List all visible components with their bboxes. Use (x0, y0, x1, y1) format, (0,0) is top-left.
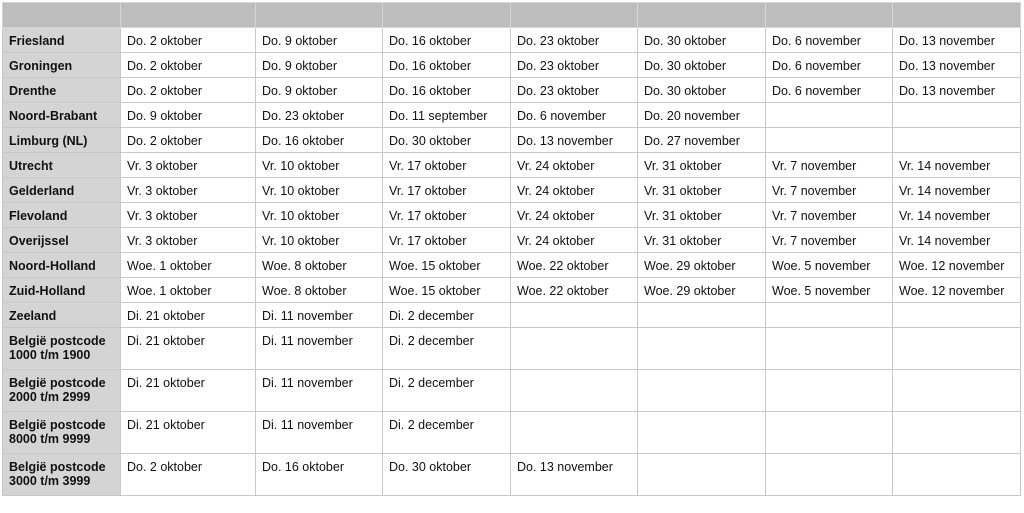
date-cell[interactable]: Do. 16 oktober (383, 53, 511, 78)
date-cell[interactable]: Vr. 7 november (766, 228, 893, 253)
date-cell[interactable]: Do. 20 november (638, 103, 766, 128)
date-cell[interactable] (766, 328, 893, 370)
date-cell[interactable]: Vr. 3 oktober (121, 228, 256, 253)
date-cell[interactable]: Di. 21 oktober (121, 412, 256, 454)
header-cell[interactable] (121, 3, 256, 28)
date-cell[interactable]: Vr. 3 oktober (121, 178, 256, 203)
date-cell[interactable]: Vr. 3 oktober (121, 153, 256, 178)
date-cell[interactable]: Di. 2 december (383, 328, 511, 370)
date-cell[interactable]: Vr. 31 oktober (638, 178, 766, 203)
date-cell[interactable] (893, 412, 1021, 454)
date-cell[interactable]: Vr. 7 november (766, 203, 893, 228)
region-cell[interactable]: Flevoland (3, 203, 121, 228)
date-cell[interactable]: Do. 27 november (638, 128, 766, 153)
date-cell[interactable] (893, 128, 1021, 153)
region-cell[interactable]: Noord-Holland (3, 253, 121, 278)
date-cell[interactable]: Vr. 17 oktober (383, 203, 511, 228)
date-cell[interactable]: Vr. 10 oktober (256, 228, 383, 253)
date-cell[interactable] (893, 328, 1021, 370)
date-cell[interactable]: Di. 11 november (256, 328, 383, 370)
date-cell[interactable]: Vr. 7 november (766, 178, 893, 203)
date-cell[interactable]: Di. 11 november (256, 370, 383, 412)
table-row (3, 370, 1021, 412)
date-cell[interactable]: Do. 6 november (766, 28, 893, 53)
region-cell[interactable]: Groningen (3, 53, 121, 78)
schedule-table (2, 2, 1021, 496)
date-cell[interactable]: Woe. 5 november (766, 253, 893, 278)
date-cell[interactable]: Di. 11 november (256, 412, 383, 454)
table-row (3, 303, 1021, 328)
region-cell[interactable]: België postcode 1000 t/m 1900 (3, 328, 121, 370)
table-row (3, 278, 1021, 303)
table-body (3, 28, 1021, 496)
date-cell[interactable]: Woe. 1 oktober (121, 278, 256, 303)
date-cell[interactable]: Do. 30 oktober (383, 454, 511, 496)
date-cell[interactable]: Di. 21 oktober (121, 370, 256, 412)
date-cell[interactable]: Vr. 14 november (893, 203, 1021, 228)
table-row (3, 28, 1021, 53)
date-cell[interactable]: Vr. 31 oktober (638, 203, 766, 228)
date-cell[interactable]: Do. 13 november (893, 78, 1021, 103)
date-cell[interactable]: Vr. 10 oktober (256, 203, 383, 228)
date-cell[interactable]: Vr. 24 oktober (511, 228, 638, 253)
region-cell[interactable]: Overijssel (3, 228, 121, 253)
date-cell[interactable]: Do. 2 oktober (121, 454, 256, 496)
date-cell[interactable]: Woe. 1 oktober (121, 253, 256, 278)
date-cell[interactable]: Do. 16 oktober (256, 454, 383, 496)
date-cell[interactable]: Do. 16 oktober (256, 128, 383, 153)
date-cell[interactable]: Woe. 15 oktober (383, 278, 511, 303)
region-cell[interactable]: Noord-Brabant (3, 103, 121, 128)
date-cell[interactable]: Do. 23 oktober (256, 103, 383, 128)
date-cell[interactable]: Do. 13 november (511, 454, 638, 496)
date-cell[interactable]: Do. 23 oktober (511, 53, 638, 78)
date-cell[interactable] (638, 303, 766, 328)
date-cell[interactable] (766, 128, 893, 153)
date-cell[interactable] (638, 370, 766, 412)
region-cell[interactable]: België postcode 2000 t/m 2999 (3, 370, 121, 412)
region-cell[interactable]: België postcode 8000 t/m 9999 (3, 412, 121, 454)
date-cell[interactable]: Woe. 29 oktober (638, 278, 766, 303)
date-cell[interactable]: Woe. 22 oktober (511, 278, 638, 303)
date-cell[interactable]: Vr. 31 oktober (638, 228, 766, 253)
header-cell[interactable] (766, 3, 893, 28)
table-row (3, 78, 1021, 103)
header-cell[interactable] (638, 3, 766, 28)
date-cell[interactable]: Di. 21 oktober (121, 328, 256, 370)
header-row (3, 3, 1021, 28)
table-row (3, 178, 1021, 203)
date-cell[interactable] (893, 103, 1021, 128)
date-cell[interactable] (766, 454, 893, 496)
date-cell[interactable]: Vr. 17 oktober (383, 178, 511, 203)
date-cell[interactable]: Do. 6 november (766, 53, 893, 78)
date-cell[interactable]: Woe. 12 november (893, 253, 1021, 278)
date-cell[interactable] (638, 328, 766, 370)
date-cell[interactable]: Woe. 5 november (766, 278, 893, 303)
date-cell[interactable]: Do. 9 oktober (256, 28, 383, 53)
date-cell[interactable] (511, 303, 638, 328)
date-cell[interactable] (766, 412, 893, 454)
date-cell[interactable]: Do. 2 oktober (121, 28, 256, 53)
date-cell[interactable]: Do. 30 oktober (638, 78, 766, 103)
date-cell[interactable]: Do. 6 november (511, 103, 638, 128)
region-cell[interactable]: Zeeland (3, 303, 121, 328)
date-cell[interactable]: Do. 16 oktober (383, 78, 511, 103)
date-cell[interactable] (638, 454, 766, 496)
date-cell[interactable]: Vr. 17 oktober (383, 228, 511, 253)
date-cell[interactable]: Di. 2 december (383, 303, 511, 328)
date-cell[interactable] (511, 328, 638, 370)
date-cell[interactable]: Do. 2 oktober (121, 128, 256, 153)
date-cell[interactable]: Woe. 29 oktober (638, 253, 766, 278)
date-cell[interactable]: Do. 2 oktober (121, 78, 256, 103)
table-row (3, 103, 1021, 128)
table-row (3, 153, 1021, 178)
date-cell[interactable]: Do. 2 oktober (121, 53, 256, 78)
region-cell[interactable]: België postcode 3000 t/m 3999 (3, 454, 121, 496)
date-cell[interactable]: Woe. 22 oktober (511, 253, 638, 278)
date-cell[interactable]: Vr. 14 november (893, 153, 1021, 178)
date-cell[interactable]: Do. 11 september (383, 103, 511, 128)
date-cell[interactable]: Do. 23 oktober (511, 78, 638, 103)
date-cell[interactable]: Di. 11 november (256, 303, 383, 328)
date-cell[interactable]: Do. 30 oktober (383, 128, 511, 153)
date-cell[interactable]: Vr. 10 oktober (256, 153, 383, 178)
date-cell[interactable]: Do. 30 oktober (638, 53, 766, 78)
date-cell[interactable] (893, 370, 1021, 412)
date-cell[interactable]: Do. 9 oktober (256, 53, 383, 78)
date-cell[interactable]: Di. 2 december (383, 370, 511, 412)
table-row (3, 412, 1021, 454)
table-row (3, 203, 1021, 228)
table-row (3, 53, 1021, 78)
table-row (3, 253, 1021, 278)
header-cell[interactable] (3, 3, 121, 28)
date-cell[interactable]: Vr. 24 oktober (511, 153, 638, 178)
date-cell[interactable]: Vr. 31 oktober (638, 153, 766, 178)
date-cell[interactable]: Vr. 24 oktober (511, 178, 638, 203)
date-cell[interactable]: Di. 21 oktober (121, 303, 256, 328)
table-row (3, 128, 1021, 153)
date-cell[interactable]: Vr. 17 oktober (383, 153, 511, 178)
date-cell[interactable]: Vr. 14 november (893, 228, 1021, 253)
date-cell[interactable]: Do. 30 oktober (638, 28, 766, 53)
region-cell[interactable]: Drenthe (3, 78, 121, 103)
date-cell[interactable]: Do. 6 november (766, 78, 893, 103)
date-cell[interactable]: Vr. 3 oktober (121, 203, 256, 228)
header-cell[interactable] (383, 3, 511, 28)
date-cell[interactable]: Woe. 8 oktober (256, 278, 383, 303)
region-cell[interactable]: Utrecht (3, 153, 121, 178)
date-cell[interactable]: Di. 2 december (383, 412, 511, 454)
date-cell[interactable] (893, 303, 1021, 328)
header-cell[interactable] (256, 3, 383, 28)
date-cell[interactable]: Do. 23 oktober (511, 28, 638, 53)
date-cell[interactable]: Vr. 14 november (893, 178, 1021, 203)
header-cell[interactable] (893, 3, 1021, 28)
date-cell[interactable] (766, 303, 893, 328)
table-row (3, 228, 1021, 253)
date-cell[interactable] (511, 412, 638, 454)
date-cell[interactable]: Do. 13 november (893, 53, 1021, 78)
region-cell[interactable]: Friesland (3, 28, 121, 53)
region-cell[interactable]: Zuid-Holland (3, 278, 121, 303)
date-cell[interactable]: Do. 13 november (511, 128, 638, 153)
header-cell[interactable] (511, 3, 638, 28)
date-cell[interactable]: Woe. 15 oktober (383, 253, 511, 278)
region-cell[interactable]: Gelderland (3, 178, 121, 203)
date-cell[interactable] (893, 454, 1021, 496)
date-cell[interactable] (511, 370, 638, 412)
date-cell[interactable]: Do. 13 november (893, 28, 1021, 53)
table-row (3, 328, 1021, 370)
schedule-sheet (2, 2, 1021, 496)
table-row (3, 454, 1021, 496)
date-cell[interactable]: Vr. 24 oktober (511, 203, 638, 228)
date-cell[interactable]: Do. 9 oktober (121, 103, 256, 128)
date-cell[interactable]: Woe. 8 oktober (256, 253, 383, 278)
region-cell[interactable]: Limburg (NL) (3, 128, 121, 153)
date-cell[interactable] (766, 103, 893, 128)
date-cell[interactable]: Vr. 7 november (766, 153, 893, 178)
date-cell[interactable]: Woe. 12 november (893, 278, 1021, 303)
date-cell[interactable]: Vr. 10 oktober (256, 178, 383, 203)
date-cell[interactable]: Do. 9 oktober (256, 78, 383, 103)
date-cell[interactable]: Do. 16 oktober (383, 28, 511, 53)
date-cell[interactable] (638, 412, 766, 454)
date-cell[interactable] (766, 370, 893, 412)
